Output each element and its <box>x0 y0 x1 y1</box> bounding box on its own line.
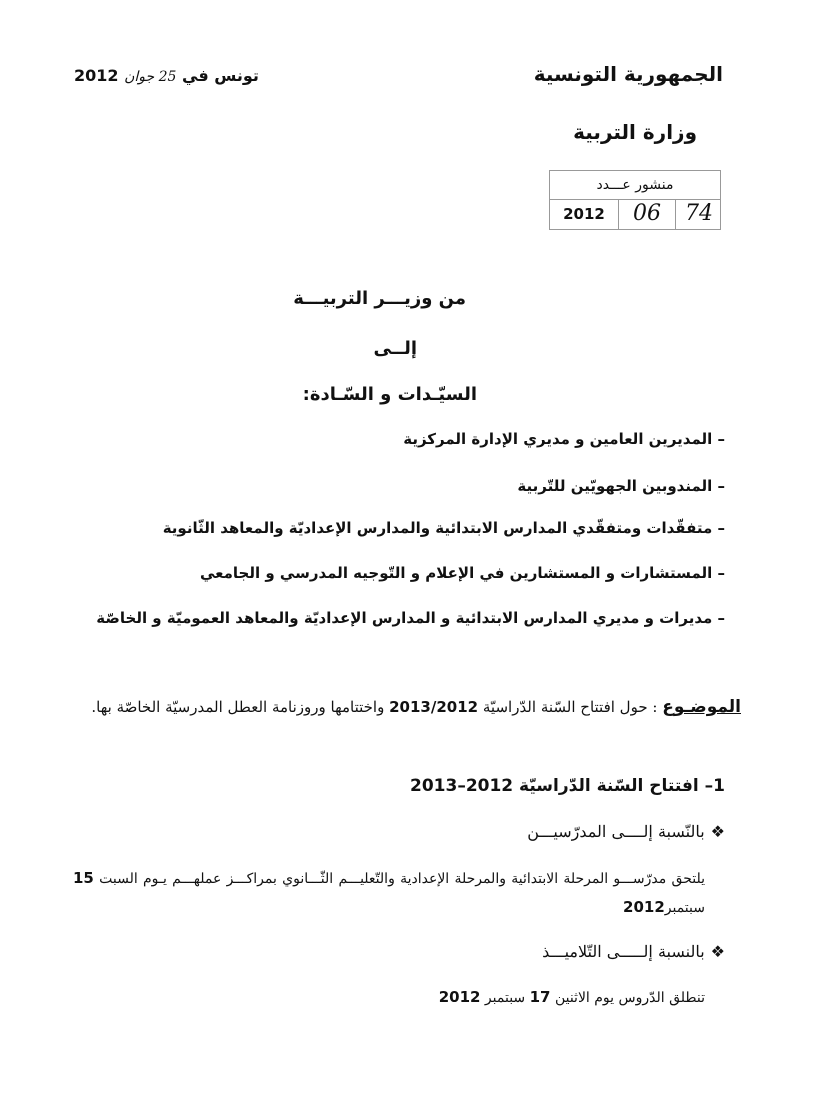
pupils-day: 17 <box>529 988 551 1006</box>
date-year: 2012 <box>74 66 119 85</box>
republic-title: الجمهورية التونسية <box>533 62 723 86</box>
teachers-year: 2012 <box>623 898 665 916</box>
pupils-paragraph <box>439 988 705 1006</box>
circular-label: منشور عـــدد <box>550 171 720 200</box>
subject-text-before: : حول افتتاح السّنة الدّراسيّة <box>482 698 658 716</box>
pupils-month: سبتمبر <box>484 990 526 1006</box>
to-line: إلــى <box>373 338 417 359</box>
subject-text-after: واختتامها وروزنامة العطل المدرسيّة الخاصّة بها. <box>91 698 385 716</box>
teachers-day: 15 <box>73 869 94 887</box>
section-title: 1– افتتاح السّنة الدّراسيّة 2012–2013 <box>409 776 725 796</box>
teachers-paragraph <box>73 864 705 922</box>
circular-number-part1: 06 <box>619 199 676 229</box>
ministry-title: وزارة التربية <box>573 120 697 144</box>
teachers-text: يلتحق مدرّســـو المرحلة الابتدائية والمرحلة الإعدادية والتّعليـــم الثّـــانوي بمراكـــز عملهـــم يـوم السبت <box>99 871 705 887</box>
bullet-pupils-label: بالنسبة إلـــــى التّلاميـــذ <box>542 942 705 961</box>
bullet-pupils <box>542 942 725 961</box>
circular-year: 2012 <box>550 199 619 229</box>
pupils-year: 2012 <box>438 988 481 1006</box>
salutation: السيّـدات و السّـادة: <box>302 384 477 405</box>
teachers-month: سبتمبر <box>664 900 705 916</box>
recipient-item: – المستشارات و المستشارين في الإعلام و التّوجيه المدرسي و الجامعي <box>199 564 725 582</box>
bullet-teachers-label: بالنّسبة إلــــى المدرّسيـــن <box>527 822 705 841</box>
diamond-bullet-icon: ❖ <box>710 822 725 841</box>
circular-number-box <box>549 170 721 230</box>
date-line <box>74 66 259 85</box>
recipient-item: – متفقّدات ومتفقّدي المدارس الابتدائية والمدارس الإعداديّة والمعاهد الثّانوية <box>162 519 725 537</box>
subject-line <box>91 697 741 717</box>
diamond-bullet-icon: ❖ <box>710 942 725 961</box>
bullet-teachers <box>527 822 725 841</box>
subject-label: الموضـوع <box>662 697 741 717</box>
recipient-item: – المديرين العامين و مديري الإدارة المركزية <box>403 430 725 448</box>
circular-number-row <box>550 199 720 229</box>
sender-line: من وزيـــر التربيـــة <box>293 288 466 309</box>
recipient-item: – المندوبين الجهويّين للتّربية <box>517 477 725 495</box>
date-prefix: تونس في <box>182 66 259 85</box>
subject-year: 2013/2012 <box>389 698 479 716</box>
date-handwritten: 25 جوان <box>124 69 177 85</box>
pupils-text: تنطلق الدّروس يوم الاثنين <box>554 990 705 1006</box>
circular-number-part2: 74 <box>685 201 713 226</box>
recipient-item: – مديرات و مديري المدارس الابتدائية و المدارس الإعداديّة والمعاهد العموميّة و الخاصّة <box>96 609 725 627</box>
